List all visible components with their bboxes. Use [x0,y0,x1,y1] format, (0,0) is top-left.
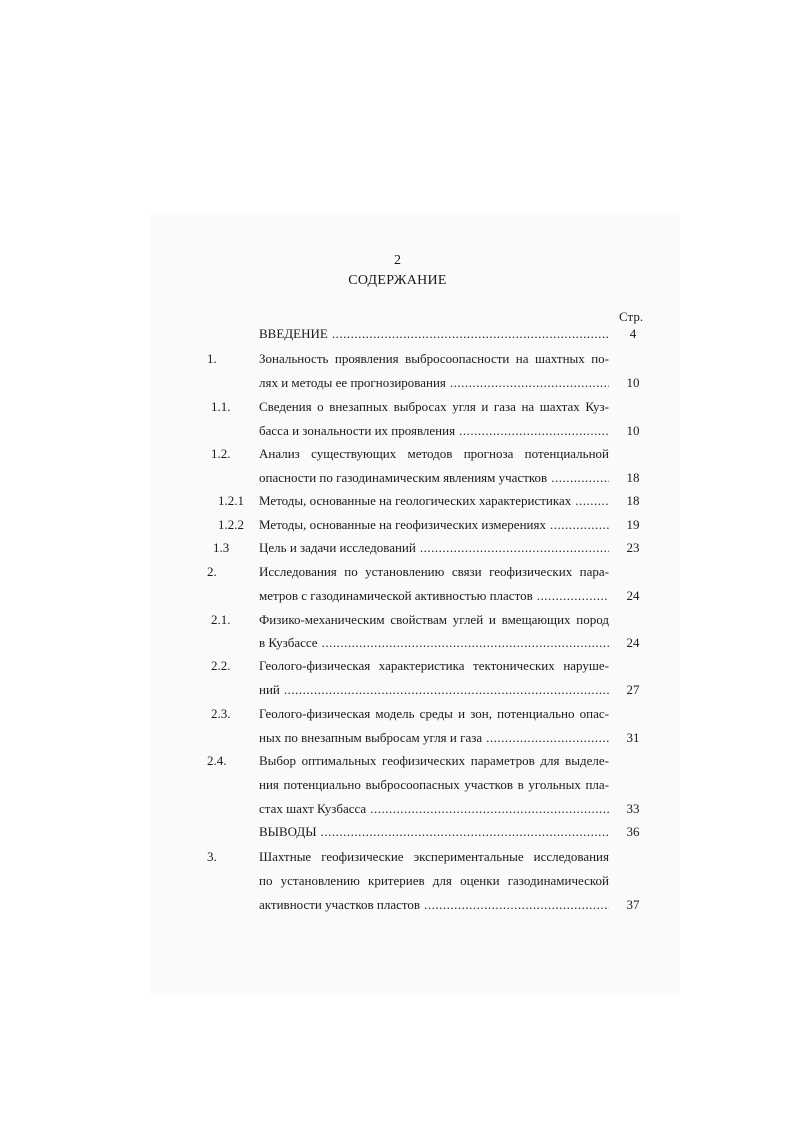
toc-entry-number: 2.1. [211,612,231,627]
toc-entry-number: 1.2. [211,446,231,461]
leader-dots [486,730,609,746]
toc-entry-page: 33 [626,801,640,816]
toc-entry-text: ных по внезапным выбросам угля и газа ..... [259,730,609,746]
toc-entry-page: 19 [626,517,640,532]
toc-entry-number: 2. [207,564,217,579]
toc-entry-text: метров с газодинамической активностью пластов ..... [259,588,609,604]
leader-dots [370,801,609,817]
toc-entry-number: 1.2.1 [218,493,244,508]
leader-dots [424,897,609,913]
toc-entry-text: опасности по газодинамическим явлениям участков ..... [259,470,609,486]
toc-entry-text: Шахтные геофизические экспериментальные исследования [259,849,609,864]
toc-entry-text: лях и методы ее прогнозирования ..... [259,375,609,391]
leader-dots [459,423,609,439]
toc-entry-number: 2.4. [207,753,227,768]
toc-entry-page: 31 [626,730,640,745]
toc-entry-page: 24 [626,635,640,650]
toc-entry-page: 36 [626,824,640,839]
leader-dots [321,824,609,840]
toc-entry-text: активности участков пластов ..... [259,897,609,913]
toc-entry-text: Выбор оптимальных геофизических параметров для выделе- [259,753,609,768]
toc-entry-text: Цель и задачи исследований ..... [259,540,609,556]
toc-entry-text: Геолого-физическая модель среды и зон, потенциально опас- [259,706,609,721]
toc-entry-number: 1. [207,351,217,366]
toc-entry-page: 27 [626,682,640,697]
leader-dots [575,493,609,509]
toc-entry-text: ний ..... [259,682,609,698]
toc-entry-page: 18 [626,470,640,485]
leader-dots [420,540,609,556]
toc-entry-text: ВВЕДЕНИЕ ..... [259,326,609,342]
leader-dots [332,326,609,342]
toc-entry-text: Исследования по установлению связи геофизических пара- [259,564,609,579]
toc-entry-page: 24 [626,588,640,603]
leader-dots [551,470,609,486]
toc-entry-text: ния потенциально выбросоопасных участков в угольных пла- [259,777,609,792]
toc-entry-text: Физико-механическим свойствам углей и вмещающих пород [259,612,609,627]
leader-dots [450,375,609,391]
toc-entry-number: 2.2. [211,658,231,673]
leader-dots [322,635,609,651]
toc-entry-text: Анализ существующих методов прогноза потенциальной [259,446,609,461]
toc-entry-number: 2.3. [211,706,231,721]
toc-entry-text: басса и зональности их проявления ..... [259,423,609,439]
toc-entry-number: 1.3 [213,540,230,555]
toc-entry-text: Геолого-физическая характеристика тектонических наруше- [259,658,609,673]
toc-entry-page: 10 [626,375,640,390]
toc-entry-text: Методы, основанные на геологических характеристиках ..... [259,493,609,509]
leader-dots [284,682,609,698]
toc-entry-number: 1.1. [211,399,231,414]
toc-entry-text: Сведения о внезапных выбросах угля и газа на шахтах Куз- [259,399,609,414]
toc-entry-number: 1.2.2 [218,517,244,532]
toc-entry-text: Методы, основанные на геофизических измерениях ..... [259,517,609,533]
toc-entry-text: Зональность проявления выбросоопасности на шахтных по- [259,351,609,366]
toc-entry-page: 18 [626,493,640,508]
toc-entry-page: 4 [629,326,637,341]
toc-entry-text: стах шахт Кузбасса ..... [259,801,609,817]
leader-dots [537,588,609,604]
page-number: 2 [394,253,401,268]
toc-entry-text: ВЫВОДЫ ..... [259,824,609,840]
toc-entry-text: по установлению критериев для оценки газодинамической [259,873,609,888]
toc-entry-page: 10 [626,423,640,438]
leader-dots [550,517,609,533]
toc-entry-page: 37 [626,897,640,912]
page-column-header: Стр. [619,309,644,324]
toc-entry-text: в Кузбассе ..... [259,635,609,651]
toc-title: СОДЕРЖАНИЕ [348,273,447,288]
toc-entry-page: 23 [626,540,640,555]
toc-entry-number: 3. [207,849,217,864]
